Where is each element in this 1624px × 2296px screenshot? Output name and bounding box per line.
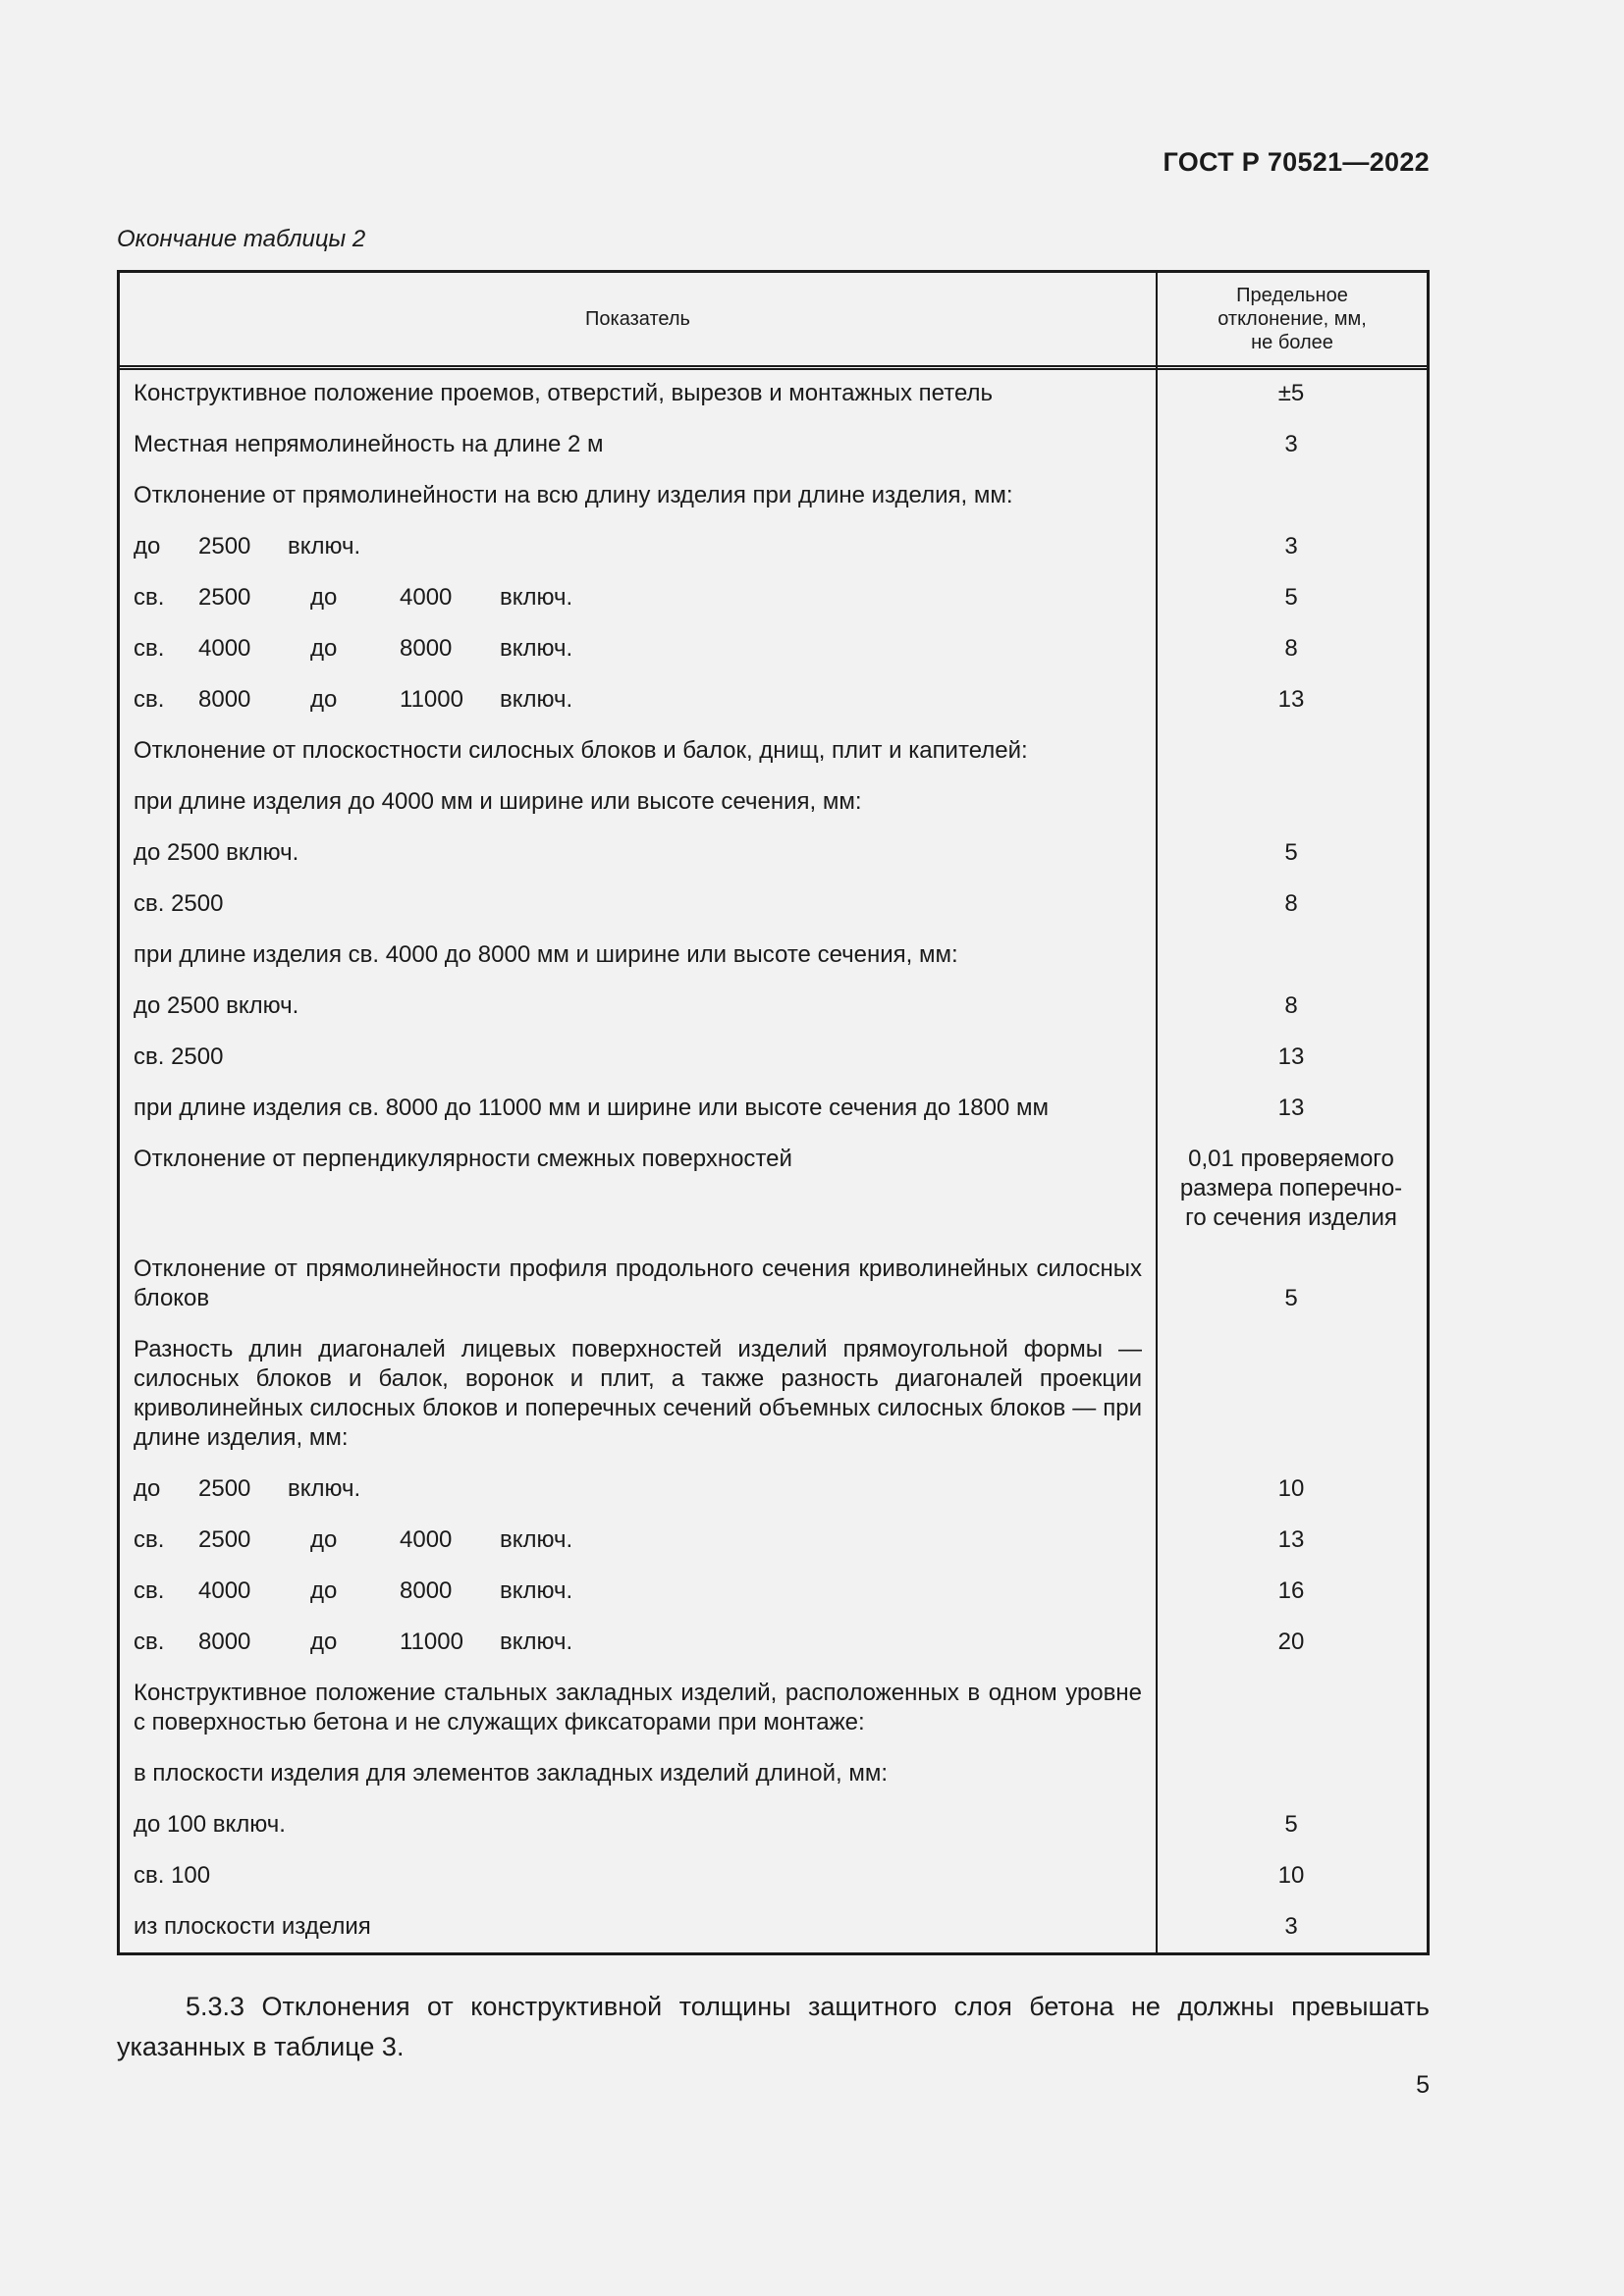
row-indicator: Конструктивное положение стальных закладных изделий, расположенных в одном уровне с поверхностью бетона и не служащих фиксаторами при монтаже: xyxy=(134,1680,1142,1735)
range-part: включ. xyxy=(500,1526,573,1553)
table-body xyxy=(120,379,1427,1942)
row-indicator: из плоскости изделия xyxy=(134,1913,371,1940)
table-row xyxy=(120,430,1427,459)
row-indicator: в плоскости изделия для элементов закладных изделий длиной, мм: xyxy=(134,1760,889,1787)
row-indicator: Отклонение от прямолинейности на всю длину изделия при длине изделия, мм: xyxy=(134,482,1013,508)
range-part: до xyxy=(310,635,338,662)
row-deviation-value xyxy=(1156,787,1427,817)
table-caption: Окончание таблицы 2 xyxy=(117,226,366,252)
row-indicator xyxy=(120,634,1156,664)
row-indicator xyxy=(120,1628,1156,1657)
table-row xyxy=(120,940,1427,970)
range-part: включ. xyxy=(288,1475,361,1502)
range-part: 11000 xyxy=(400,686,463,713)
table-row xyxy=(120,1628,1427,1657)
table-row xyxy=(120,583,1427,613)
row-indicator: до 2500 включ. xyxy=(134,992,299,1019)
row-deviation-value: 5 xyxy=(1284,1811,1298,1838)
row-deviation-value: 5 xyxy=(1284,1285,1298,1311)
row-indicator: Разность длин диагоналей лицевых поверхностей изделий прямоугольной формы — силосных блоков и балок, воронок и плит, а также разность диагоналей проекции криволинейных силосных блоков и поперечных сечений объемных силосных блоков — при длине изделия, мм: xyxy=(134,1336,1142,1451)
range-part: св. xyxy=(134,1577,165,1604)
row-indicator: Отклонение от перпендикулярности смежных поверхностей xyxy=(134,1146,792,1172)
row-indicator: Конструктивное положение проемов, отверстий, вырезов и монтажных петель xyxy=(134,380,994,406)
range-part: 8000 xyxy=(198,1629,251,1655)
table-row xyxy=(120,1335,1427,1453)
range-part: 2500 xyxy=(198,584,251,611)
row-deviation-value: 8 xyxy=(1284,890,1298,917)
table-row xyxy=(120,481,1427,510)
row-indicator xyxy=(120,685,1156,715)
range-part: 8000 xyxy=(198,686,251,713)
row-indicator: Местная непрямолинейность на длине 2 м xyxy=(134,431,604,457)
row-deviation-value xyxy=(1156,1335,1427,1453)
range-part: до xyxy=(310,1629,338,1655)
table-row xyxy=(120,787,1427,817)
range-part: 11000 xyxy=(400,1629,463,1655)
table-row xyxy=(120,1576,1427,1606)
row-deviation-value: 20 xyxy=(1277,1629,1305,1655)
range-part: св. xyxy=(134,1526,165,1553)
page-number: 5 xyxy=(1416,2071,1430,2099)
row-indicator: св. 100 xyxy=(134,1862,211,1889)
range-part: 2500 xyxy=(198,1526,251,1553)
range-part: включ. xyxy=(500,584,573,611)
row-deviation-value: 13 xyxy=(1277,1095,1305,1121)
range-part: включ. xyxy=(288,533,361,560)
row-deviation-value: 3 xyxy=(1284,1913,1298,1940)
range-part: включ. xyxy=(500,635,573,662)
range-part: св. xyxy=(134,686,165,713)
row-deviation-value: 8 xyxy=(1284,635,1298,662)
range-part: св. xyxy=(134,1629,165,1655)
row-indicator: до 100 включ. xyxy=(134,1811,286,1838)
range-part: до xyxy=(310,1526,338,1553)
row-deviation-value: 5 xyxy=(1284,584,1298,611)
row-indicator: при длине изделия до 4000 мм и ширине или высоте сечения, мм: xyxy=(134,788,862,815)
table-row xyxy=(120,1861,1427,1891)
range-part: 4000 xyxy=(400,584,453,611)
range-part: до xyxy=(134,1475,161,1502)
row-deviation-value: 13 xyxy=(1277,1526,1305,1553)
table-row xyxy=(120,379,1427,408)
row-deviation-value xyxy=(1156,736,1427,766)
table-row xyxy=(120,1810,1427,1840)
range-part: 4000 xyxy=(400,1526,453,1553)
range-part: 2500 xyxy=(198,1475,251,1502)
row-deviation-value xyxy=(1156,940,1427,970)
row-indicator xyxy=(120,1576,1156,1606)
document-code: ГОСТ Р 70521—2022 xyxy=(1163,147,1430,177)
range-part: включ. xyxy=(500,1577,573,1604)
table-row xyxy=(120,634,1427,664)
row-indicator: св. 2500 xyxy=(134,1043,224,1070)
row-deviation-value xyxy=(1156,1679,1427,1737)
row-deviation-value: 0,01 проверяемого размера поперечно- го сечения изделия xyxy=(1179,1146,1403,1231)
table-row xyxy=(120,1679,1427,1737)
table-row xyxy=(120,1912,1427,1942)
range-part: включ. xyxy=(500,1629,573,1655)
row-indicator: Отклонение от плоскостности силосных блоков и балок, днищ, плит и капителей: xyxy=(134,737,1028,764)
table-row xyxy=(120,889,1427,919)
row-indicator: Отклонение от прямолинейности профиля продольного сечения криволинейных силосных блоков xyxy=(134,1255,1142,1311)
row-indicator xyxy=(120,1474,1156,1504)
row-indicator xyxy=(120,1525,1156,1555)
table-row xyxy=(120,1094,1427,1123)
range-part: 8000 xyxy=(400,1577,453,1604)
header-deviation: Предельное отклонение, мм, не более xyxy=(1218,285,1367,353)
row-deviation-value: 3 xyxy=(1284,533,1298,560)
table-row xyxy=(120,838,1427,868)
range-part: св. xyxy=(134,635,165,662)
row-indicator xyxy=(120,532,1156,561)
table-row xyxy=(120,736,1427,766)
header-indicator: Показатель xyxy=(585,307,690,330)
row-deviation-value: 16 xyxy=(1277,1577,1305,1604)
range-part: до xyxy=(134,533,161,560)
row-indicator: при длине изделия св. 8000 до 11000 мм и ширине или высоте сечения до 1800 мм xyxy=(134,1095,1049,1121)
table-row xyxy=(120,1759,1427,1789)
table-row xyxy=(120,1474,1427,1504)
range-part: 4000 xyxy=(198,635,251,662)
paragraph-5-3-3: 5.3.3 Отклонения от конструктивной толщины защитного слоя бетона не должны превышать указанных в таблице 3. xyxy=(117,1992,1430,2061)
row-deviation-value: 10 xyxy=(1277,1862,1305,1889)
row-deviation-value: ±5 xyxy=(1277,380,1305,406)
table-row xyxy=(120,1255,1427,1313)
range-part: св. xyxy=(134,584,165,611)
range-part: до xyxy=(310,1577,338,1604)
deviation-table xyxy=(117,270,1430,1955)
row-indicator: св. 2500 xyxy=(134,890,224,917)
row-deviation-value: 10 xyxy=(1277,1475,1305,1502)
row-indicator: до 2500 включ. xyxy=(134,839,299,866)
range-part: 8000 xyxy=(400,635,453,662)
table-row xyxy=(120,1525,1427,1555)
range-part: 2500 xyxy=(198,533,251,560)
row-indicator xyxy=(120,583,1156,613)
row-deviation-value: 8 xyxy=(1284,992,1298,1019)
table-row xyxy=(120,1145,1427,1233)
row-deviation-value: 13 xyxy=(1277,686,1305,713)
row-deviation-value: 13 xyxy=(1277,1043,1305,1070)
row-deviation-value: 5 xyxy=(1284,839,1298,866)
range-part: 4000 xyxy=(198,1577,251,1604)
row-indicator: при длине изделия св. 4000 до 8000 мм и ширине или высоте сечения, мм: xyxy=(134,941,958,968)
table-row xyxy=(120,685,1427,715)
table-row xyxy=(120,532,1427,561)
row-deviation-value xyxy=(1156,481,1427,510)
range-part: до xyxy=(310,686,338,713)
row-deviation-value xyxy=(1156,1759,1427,1789)
range-part: до xyxy=(310,584,338,611)
range-part: включ. xyxy=(500,686,573,713)
table-row xyxy=(120,991,1427,1021)
row-deviation-value: 3 xyxy=(1284,431,1298,457)
table-header xyxy=(120,273,1427,370)
table-row xyxy=(120,1042,1427,1072)
